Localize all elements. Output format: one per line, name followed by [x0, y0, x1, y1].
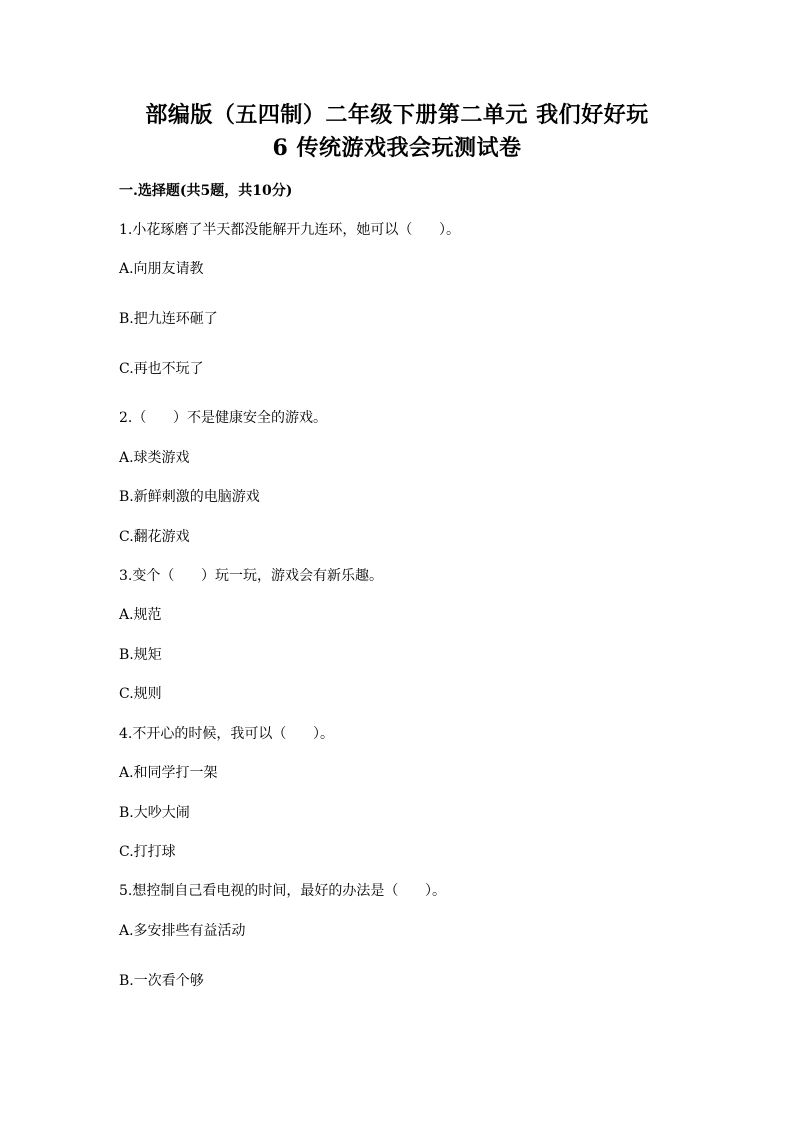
question-2-stem: 2.（ ）不是健康安全的游戏。 — [119, 410, 328, 426]
question-2-option-c: C.翻花游戏 — [119, 529, 190, 545]
question-4-option-b: B.大吵大闹 — [119, 805, 190, 821]
exam-title-line2: 6 传统游戏我会玩测试卷 — [272, 135, 522, 161]
question-1-option-a: A.向朋友请教 — [119, 261, 204, 277]
question-3-stem: 3.变个（ ）玩一玩，游戏会有新乐趣。 — [119, 568, 384, 584]
question-5-option-a: A.多安排些有益活动 — [119, 923, 246, 939]
question-3-option-b: B.规矩 — [119, 647, 162, 663]
question-2-option-b: B.新鲜刺激的电脑游戏 — [119, 489, 260, 505]
question-4-option-c: C.打打球 — [119, 844, 176, 860]
section-heading: 一.选择题(共5题，共10分) — [119, 183, 293, 199]
question-1-option-c: C.再也不玩了 — [119, 361, 204, 377]
question-4-option-a: A.和同学打一架 — [119, 765, 218, 781]
question-3-option-c: C.规则 — [119, 686, 162, 702]
question-5-stem: 5.想控制自己看电视的时间，最好的办法是（ ）。 — [119, 883, 447, 899]
question-5-option-b: B.一次看个够 — [119, 973, 204, 989]
question-2-option-a: A.球类游戏 — [119, 450, 190, 466]
exam-title-line1: 部编版（五四制）二年级下册第二单元 我们好好玩 — [145, 102, 649, 128]
question-4-stem: 4.不开心的时候，我可以（ ）。 — [119, 726, 335, 742]
question-3-option-a: A.规范 — [119, 607, 162, 623]
question-1-option-b: B.把九连环砸了 — [119, 311, 218, 327]
question-1-stem: 1.小花琢磨了半天都没能解开九连环，她可以（ ）。 — [119, 222, 461, 238]
